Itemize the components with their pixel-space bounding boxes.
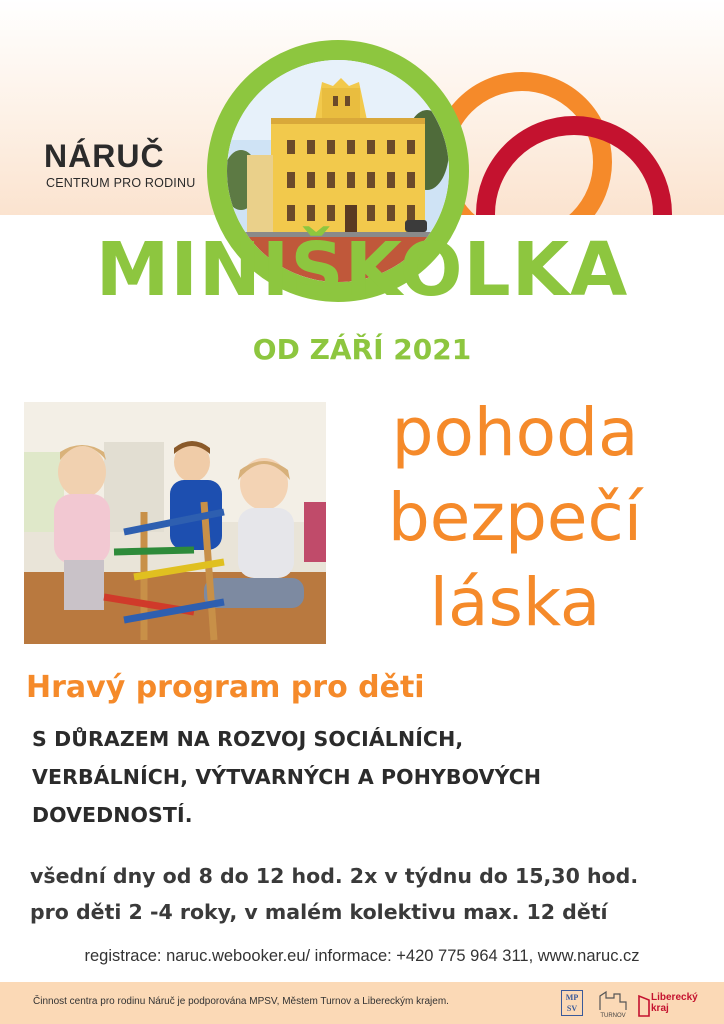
- description-line: S DŮRAZEM NA ROZVOJ SOCIÁLNÍCH,: [32, 727, 464, 751]
- children-photo: [24, 402, 326, 644]
- logo-name-right: Č: [140, 138, 165, 174]
- logo-subtitle: CENTRUM PRO RODINU: [46, 176, 196, 190]
- description-line: DOVEDNOSTÍ.: [32, 803, 193, 827]
- description-line: VERBÁLNÍCH, VÝTVARNÝCH A POHYBOVÝCH: [32, 765, 542, 789]
- values-list: [330, 390, 700, 645]
- program-heading: Hravý program pro děti: [26, 670, 425, 705]
- footer-sponsor-text: Činnost centra pro rodinu Náruč je podporována MPSV, Městem Turnov a Libereckým krajem.: [33, 996, 449, 1007]
- value-word: pohoda: [391, 394, 639, 471]
- value-word: láska: [429, 564, 601, 641]
- turnov-logo: [596, 990, 630, 1018]
- page-title: MINIŠKOLKA: [95, 227, 629, 313]
- schedule-info: [30, 858, 720, 930]
- liberecky-line1: Liberecký: [651, 992, 698, 1003]
- value-word: bezpečí: [387, 479, 643, 556]
- naruc-logo: [44, 140, 204, 200]
- schedule-line: pro děti 2 -4 roky, v malém kolektivu max. 12 dětí: [30, 900, 608, 924]
- program-description: [32, 720, 692, 834]
- liberecky-kraj-text: [651, 992, 698, 1014]
- logo-name-left: NÁRU: [44, 138, 141, 174]
- schedule-line: všední dny od 8 do 12 hod. 2x v týdnu do 15,30 hod.: [30, 864, 639, 888]
- liberecky-kraj-logo: [637, 990, 701, 1020]
- footer-bar: [0, 982, 724, 1024]
- start-date: OD ZÁŘÍ 2021: [252, 333, 472, 366]
- contact-info: registrace: naruc.webooker.eu/ informace: +420 775 964 311, www.naruc.cz: [84, 947, 640, 965]
- mpsv-logo-top: MP: [565, 993, 579, 1002]
- mpsv-logo: [561, 990, 583, 1016]
- liberecky-kraj-emblem-icon: [637, 992, 651, 1018]
- liberecky-line2: kraj: [651, 1003, 669, 1014]
- mpsv-logo-bottom: SV: [566, 1004, 578, 1013]
- children-playing-image: [24, 402, 326, 644]
- turnov-emblem-icon: [596, 990, 630, 1012]
- logo-wordmark: [44, 140, 204, 172]
- turnov-label: TURNOV: [600, 1013, 626, 1019]
